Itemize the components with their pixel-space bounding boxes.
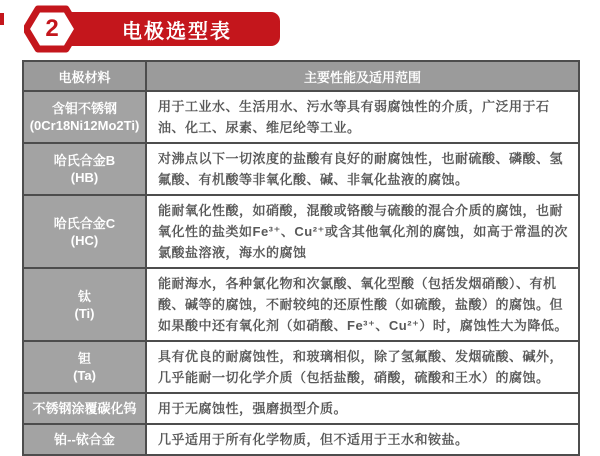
description-cell: 用于工业水、生活用水、污水等具有弱腐蚀性的介质，广泛用于石油、化工、尿素、维尼纶等工业。 (146, 91, 579, 143)
electrode-selection-table (22, 60, 580, 456)
table-header-row (23, 61, 579, 91)
description-cell: 具有优良的耐腐蚀性，和玻璃相似，除了氢氟酸、发烟硫酸、碱外，几乎能耐一切化学介质（包括盐酸，硝酸，硫酸和王水）的腐蚀。 (146, 341, 579, 393)
description-cell: 用于无腐蚀性，强磨损型介质。 (146, 393, 579, 424)
material-code: (0Cr18Ni12Mo2Ti) (29, 118, 140, 133)
description-cell: 对沸点以下一切浓度的盐酸有良好的耐腐蚀性，也耐硫酸、磷酸、氢氟酸、有机酸等非氧化酸、碱、非氧化盐液的腐蚀。 (146, 143, 579, 195)
page-header (0, 0, 600, 58)
table-row (23, 143, 579, 195)
left-edge-accent-mark (0, 13, 4, 25)
description-cell: 能耐氧化性酸，如硝酸，混酸或铬酸与硫酸的混合介质的腐蚀，也耐氧化性的盐类如Fe³⁺、Cu²⁺或含其他氧化剂的腐蚀，如高于常温的次氯酸盐溶液，海水的腐蚀 (146, 195, 579, 268)
material-code: (HC) (70, 232, 99, 248)
material-cell (23, 393, 146, 424)
table-row (23, 268, 579, 341)
description-cell: 能耐海水，各种氯化物和次氯酸、氧化型酸（包括发烟硝酸）、有机酸、碱等的腐蚀，不耐较纯的还原性酸（如硫酸，盐酸）的腐蚀。但如果酸中还有氧化剂（如硝酸、Fe³⁺、Cu²⁺）时，腐蚀性大为降低。 (146, 268, 579, 341)
header-performance: 主要性能及适用范围 (146, 61, 579, 91)
table-row (23, 341, 579, 393)
material-cell (23, 143, 146, 195)
table-row (23, 393, 579, 424)
badge-number: 2 (45, 15, 59, 42)
material-name: 铂--铱合金 (54, 432, 115, 447)
material-code: (Ti) (74, 305, 95, 321)
material-name: 哈氏合金C (53, 215, 116, 231)
material-name: 钽 (77, 351, 91, 366)
material-cell (23, 424, 146, 455)
material-code: (Ta) (73, 368, 96, 383)
material-name: 哈氏合金B (53, 153, 116, 168)
material-cell (23, 268, 146, 341)
material-code: (HB) (70, 170, 99, 185)
table-row (23, 91, 579, 143)
header-material: 电极材料 (23, 61, 146, 91)
material-cell (23, 195, 146, 268)
description-cell: 几乎适用于所有化学物质，但不适用于王水和铵盐。 (146, 424, 579, 455)
title-banner (62, 12, 280, 46)
table-row (23, 195, 579, 268)
material-name: 钛 (77, 288, 91, 304)
material-cell (23, 91, 146, 143)
table-row (23, 424, 579, 455)
page-title: 电极选型表 (122, 20, 232, 43)
material-cell (23, 341, 146, 393)
material-name: 不锈钢涂覆碳化钨 (32, 401, 137, 416)
material-name: 含钼不锈钢 (51, 101, 117, 116)
